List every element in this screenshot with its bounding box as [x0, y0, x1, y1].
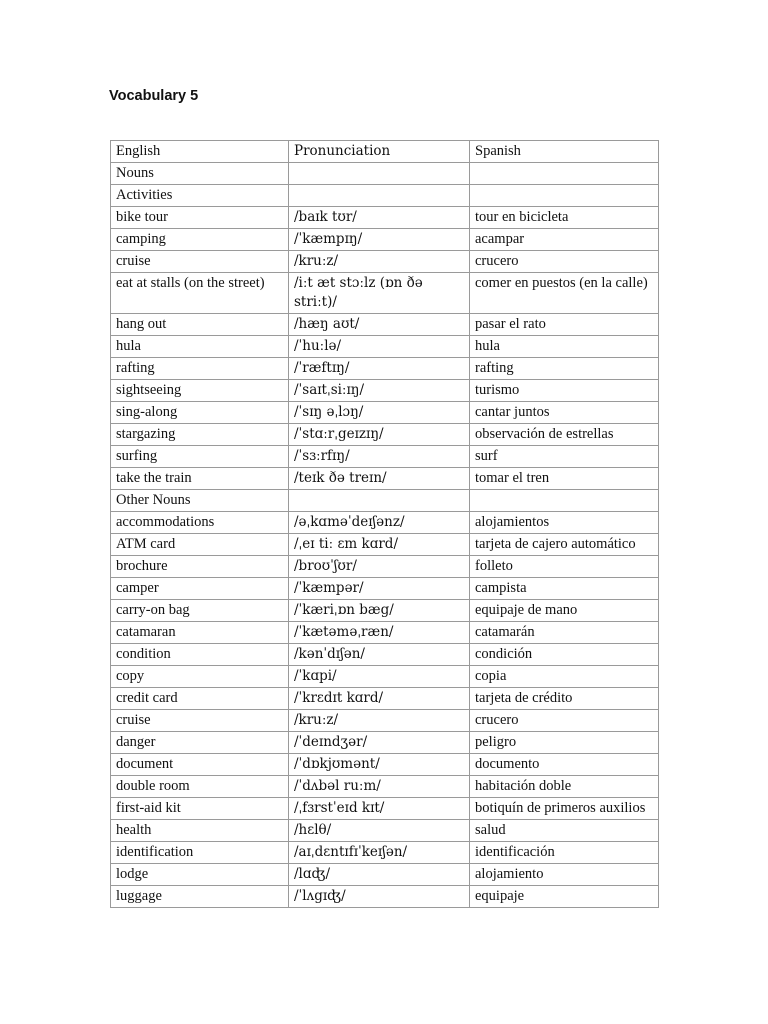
- table-row: [111, 185, 659, 207]
- table-row: [111, 273, 659, 314]
- pronunciation-cell: /kənˈdɪʃən/: [289, 644, 470, 666]
- spanish-cell: turismo: [470, 380, 659, 402]
- pronunciation-cell: /ˈdʌbəl ruːm/: [289, 776, 470, 798]
- table-row: [111, 754, 659, 776]
- english-cell: eat at stalls (on the street): [111, 273, 289, 314]
- table-row: [111, 163, 659, 185]
- pronunciation-cell: /baɪk tʊr/: [289, 207, 470, 229]
- pronunciation-cell: /teɪk ðə treɪn/: [289, 468, 470, 490]
- table-row: [111, 644, 659, 666]
- english-cell: rafting: [111, 358, 289, 380]
- english-cell: identification: [111, 842, 289, 864]
- pronunciation-cell: /iːt æt stɔːlz (ɒn ðə striːt)/: [289, 273, 470, 314]
- spanish-cell: tomar el tren: [470, 468, 659, 490]
- table-row: [111, 512, 659, 534]
- spanish-cell: comer en puestos (en la calle): [470, 273, 659, 314]
- english-cell: bike tour: [111, 207, 289, 229]
- pronunciation-cell: /ˈkætəməˌræn/: [289, 622, 470, 644]
- english-cell: cruise: [111, 710, 289, 732]
- english-cell: camping: [111, 229, 289, 251]
- pronunciation-cell: /ˈkrɛdɪt kɑrd/: [289, 688, 470, 710]
- vocabulary-table-body: [111, 141, 659, 908]
- english-cell: stargazing: [111, 424, 289, 446]
- table-row: [111, 468, 659, 490]
- english-cell: brochure: [111, 556, 289, 578]
- table-row: [111, 578, 659, 600]
- spanish-cell: copia: [470, 666, 659, 688]
- spanish-cell: crucero: [470, 710, 659, 732]
- english-cell: sightseeing: [111, 380, 289, 402]
- spanish-cell: cantar juntos: [470, 402, 659, 424]
- pronunciation-cell: /ˈstɑːrˌgeɪzɪŋ/: [289, 424, 470, 446]
- spanish-cell: alojamientos: [470, 512, 659, 534]
- spanish-cell: [470, 490, 659, 512]
- spanish-cell: acampar: [470, 229, 659, 251]
- spanish-cell: crucero: [470, 251, 659, 273]
- table-row: [111, 229, 659, 251]
- pronunciation-cell: /ˈkæriˌɒn bæg/: [289, 600, 470, 622]
- english-cell: take the train: [111, 468, 289, 490]
- english-cell: sing-along: [111, 402, 289, 424]
- spanish-cell: hula: [470, 336, 659, 358]
- spanish-cell: identificación: [470, 842, 659, 864]
- table-row: [111, 842, 659, 864]
- pronunciation-cell: /aɪˌdɛntɪfɪˈkeɪʃən/: [289, 842, 470, 864]
- english-cell: first-aid kit: [111, 798, 289, 820]
- english-cell: hula: [111, 336, 289, 358]
- table-row: [111, 556, 659, 578]
- table-row: [111, 622, 659, 644]
- pronunciation-cell: /ˈsaɪtˌsiːɪŋ/: [289, 380, 470, 402]
- table-row: [111, 251, 659, 273]
- english-cell: lodge: [111, 864, 289, 886]
- english-cell: credit card: [111, 688, 289, 710]
- table-row: [111, 820, 659, 842]
- vocabulary-table: [110, 140, 659, 908]
- spanish-cell: botiquín de primeros auxilios: [470, 798, 659, 820]
- english-cell: Other Nouns: [111, 490, 289, 512]
- pronunciation-cell: /ˈdeɪndʒər/: [289, 732, 470, 754]
- pronunciation-cell: /ˈsɪŋ əˌlɔŋ/: [289, 402, 470, 424]
- spanish-cell: salud: [470, 820, 659, 842]
- english-cell: double room: [111, 776, 289, 798]
- table-row: [111, 207, 659, 229]
- table-row: [111, 402, 659, 424]
- spanish-cell: tarjeta de cajero automático: [470, 534, 659, 556]
- english-cell: cruise: [111, 251, 289, 273]
- pronunciation-cell: /ˈkæmpər/: [289, 578, 470, 600]
- english-cell: danger: [111, 732, 289, 754]
- english-cell: camper: [111, 578, 289, 600]
- english-cell: health: [111, 820, 289, 842]
- table-row: [111, 688, 659, 710]
- spanish-cell: catamarán: [470, 622, 659, 644]
- table-row: [111, 600, 659, 622]
- spanish-cell: alojamiento: [470, 864, 659, 886]
- pronunciation-cell: /ˈkɑpi/: [289, 666, 470, 688]
- table-row: [111, 798, 659, 820]
- spanish-cell: peligro: [470, 732, 659, 754]
- spanish-cell: equipaje de mano: [470, 600, 659, 622]
- pronunciation-cell: /hɛlθ/: [289, 820, 470, 842]
- table-row: [111, 446, 659, 468]
- spanish-cell: tour en bicicleta: [470, 207, 659, 229]
- header-pronunciation-cell: Pronunciation: [289, 141, 470, 163]
- spanish-cell: [470, 185, 659, 207]
- table-row: [111, 732, 659, 754]
- pronunciation-cell: [289, 490, 470, 512]
- page-title: Vocabulary 5: [109, 88, 199, 104]
- pronunciation-cell: /əˌkɑməˈdeɪʃənz/: [289, 512, 470, 534]
- english-cell: Activities: [111, 185, 289, 207]
- english-cell: surfing: [111, 446, 289, 468]
- spanish-cell: observación de estrellas: [470, 424, 659, 446]
- spanish-cell: equipaje: [470, 886, 659, 908]
- table-row: [111, 314, 659, 336]
- table-row: [111, 886, 659, 908]
- table-row: [111, 424, 659, 446]
- spanish-cell: tarjeta de crédito: [470, 688, 659, 710]
- english-cell: carry-on bag: [111, 600, 289, 622]
- spanish-cell: [470, 163, 659, 185]
- table-row: [111, 776, 659, 798]
- table-row: [111, 864, 659, 886]
- spanish-cell: campista: [470, 578, 659, 600]
- table-row: [111, 534, 659, 556]
- pronunciation-cell: [289, 163, 470, 185]
- pronunciation-cell: /ˌfɜrstˈeɪd kɪt/: [289, 798, 470, 820]
- spanish-cell: habitación doble: [470, 776, 659, 798]
- table-row: [111, 710, 659, 732]
- pronunciation-cell: /kruːz/: [289, 710, 470, 732]
- pronunciation-cell: /ˌeɪ tiː ɛm kɑrd/: [289, 534, 470, 556]
- english-cell: hang out: [111, 314, 289, 336]
- spanish-cell: rafting: [470, 358, 659, 380]
- spanish-cell: documento: [470, 754, 659, 776]
- pronunciation-cell: /kruːz/: [289, 251, 470, 273]
- table-header-row: [111, 141, 659, 163]
- header-english-cell: English: [111, 141, 289, 163]
- table-row: [111, 666, 659, 688]
- pronunciation-cell: /hæŋ aʊt/: [289, 314, 470, 336]
- english-cell: Nouns: [111, 163, 289, 185]
- pronunciation-cell: /broʊˈʃʊr/: [289, 556, 470, 578]
- english-cell: condition: [111, 644, 289, 666]
- english-cell: catamaran: [111, 622, 289, 644]
- spanish-cell: condición: [470, 644, 659, 666]
- english-cell: ATM card: [111, 534, 289, 556]
- table-row: [111, 336, 659, 358]
- pronunciation-cell: /ˈsɜːrfɪŋ/: [289, 446, 470, 468]
- header-spanish-cell: Spanish: [470, 141, 659, 163]
- english-cell: accommodations: [111, 512, 289, 534]
- table-row: [111, 490, 659, 512]
- english-cell: copy: [111, 666, 289, 688]
- pronunciation-cell: /ˈdɒkjʊmənt/: [289, 754, 470, 776]
- spanish-cell: surf: [470, 446, 659, 468]
- english-cell: document: [111, 754, 289, 776]
- spanish-cell: pasar el rato: [470, 314, 659, 336]
- pronunciation-cell: /ˈlʌgɪʤ/: [289, 886, 470, 908]
- pronunciation-cell: /ˈkæmpɪŋ/: [289, 229, 470, 251]
- pronunciation-cell: /ˈhuːlə/: [289, 336, 470, 358]
- pronunciation-cell: /ˈræftɪŋ/: [289, 358, 470, 380]
- table-row: [111, 358, 659, 380]
- pronunciation-cell: [289, 185, 470, 207]
- spanish-cell: folleto: [470, 556, 659, 578]
- table-row: [111, 380, 659, 402]
- english-cell: luggage: [111, 886, 289, 908]
- pronunciation-cell: /lɑʤ/: [289, 864, 470, 886]
